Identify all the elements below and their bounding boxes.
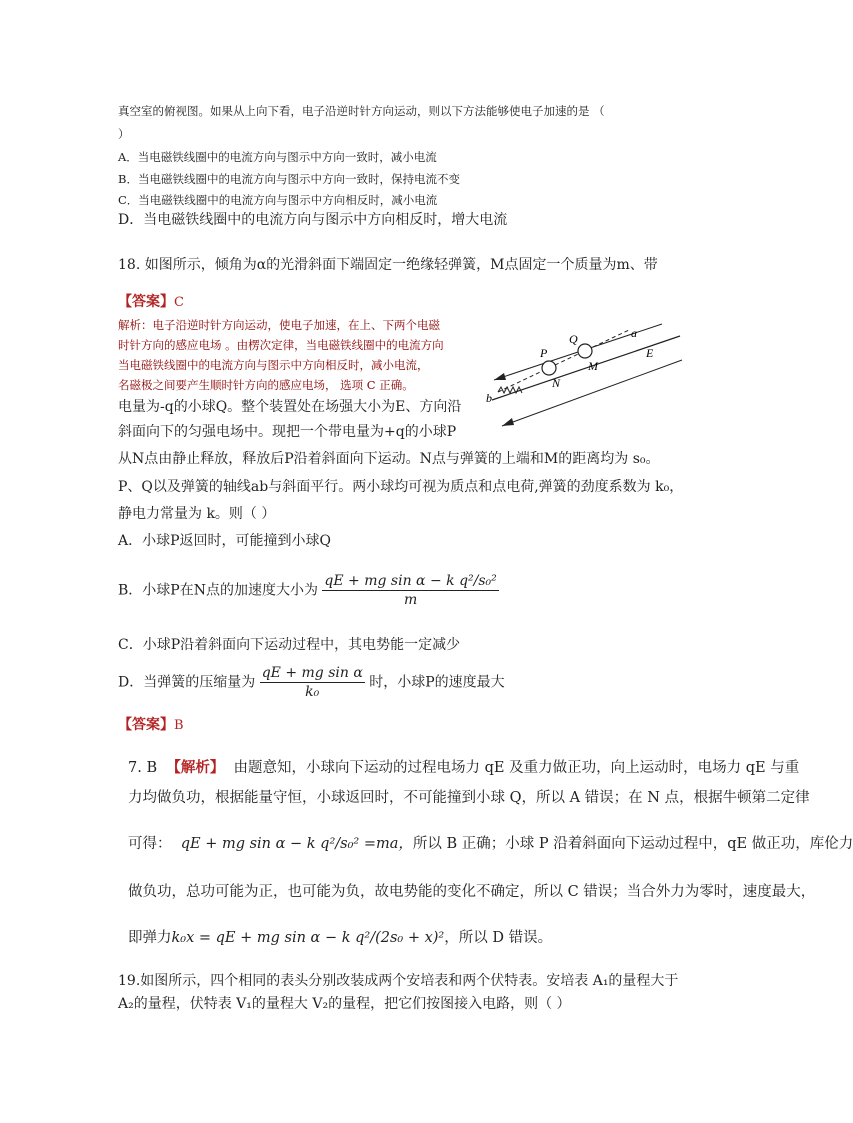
option-b-text: B．小球P在N点的加速度大小为: [118, 582, 318, 599]
solution-line: [128, 928, 552, 948]
intro-line: ）: [118, 127, 130, 141]
formula-fraction: [322, 572, 498, 609]
label-a: a: [631, 326, 637, 340]
label-b: b: [486, 391, 492, 405]
label-n: N: [552, 376, 561, 390]
option-b: [118, 572, 499, 609]
ball-p: [542, 361, 556, 375]
formula-denominator: k₀: [260, 682, 365, 701]
spring: [498, 387, 522, 393]
solution-text: 可得：: [128, 836, 172, 852]
explanation-line: 时针方向的感应电场 。由楞次定律，当电磁铁线圈中的电流方向: [118, 338, 444, 352]
solution-number: 7. B: [128, 760, 158, 776]
solution-text: 所以 B 正确；小球 P 沿着斜面向下运动过程中，qE 做正功，库伦力: [412, 836, 853, 852]
intro-line: 真空室的俯视图。如果从上向下看，电子沿逆时针方向运动，则以下方法能够使电子加速的是 （: [118, 104, 605, 118]
option-b: B．当电磁铁线圈中的电流方向与图示中方向一致时，保持电流不变: [118, 172, 460, 186]
answer-label: 【答案】: [118, 294, 174, 310]
question-18-stem: 18. 如图所示，倾角为α的光滑斜面下端固定一绝缘轻弹簧，M点固定一个质量为m、带: [118, 257, 658, 273]
option-d-text: 时，小球P的速度最大: [369, 674, 505, 691]
question-18-stem: 静电力常量为 k。则（ ）: [118, 506, 276, 522]
option-a: A．当电磁铁线圈中的电流方向与图示中方向一致时，减小电流: [118, 150, 437, 164]
formula-fraction: [260, 664, 365, 701]
option-c: C．当电磁铁线圈中的电流方向与图示中方向相反时，减小电流: [118, 193, 438, 207]
label-q: Q: [569, 332, 578, 346]
arrow-head: [494, 373, 506, 380]
option-a: A．小球P返回时，可能撞到小球Q: [118, 533, 332, 549]
ball-q: [578, 344, 592, 358]
solution-line: 做负功，总功可能为正，也可能为负，故电势能的变化不确定，所以 C 错误；当合外力为零时，速度最大，: [128, 884, 816, 900]
axis-ab: [498, 330, 629, 392]
answer-line: [118, 295, 184, 310]
explanation-line: 当电磁铁线圈中的电流方向与图示中方向相反时，减小电流，: [118, 358, 429, 372]
label-m: M: [588, 359, 598, 373]
formula-denominator: m: [322, 590, 498, 609]
explanation-line: 名磁极之间要产生顺时针方向的感应电场， 选项 C 正确。: [118, 378, 414, 392]
option-d: D．当电磁铁线圈中的电流方向与图示中方向相反时，增大电流: [118, 212, 508, 228]
solution-line: [128, 758, 799, 778]
solution-equation: qE + mg sin α − k q²/s₀² =ma，: [180, 836, 413, 852]
solution-equation: k₀x = qE + mg sin α − k q²/(2s₀ + x)²: [171, 930, 445, 946]
answer-label: 【答案】: [118, 717, 174, 733]
incline-diagram: [484, 320, 684, 430]
answer-value: B: [174, 718, 184, 733]
question-18-stem: P、Q以及弹簧的轴线ab与斜面平行。两小球均可视为质点和点电荷,弹簧的劲度系数为 k₀，: [118, 479, 684, 495]
solution-text: 由题意知，小球向下运动的过程电场力 qE 及重力做正功，向上运动时，电场力 qE 与重: [233, 760, 800, 776]
solution-text: ，所以 D 错误。: [444, 930, 553, 946]
question-18-stem: 斜面向下的匀强电场中。现把一个带电量为+q的小球P: [118, 424, 457, 440]
solution-line: 力均做负功，根据能量守恒，小球返回时，不可能撞到小球 Q，所以 A 错误；在 N 点，根据牛顿第二定律: [128, 790, 810, 806]
explanation-line: 解析：电子沿逆时针方向运动，使电子加速，在上、下两个电磁: [118, 318, 440, 332]
solution-line: [128, 834, 853, 854]
question-18-stem: 从N点由静止释放，释放后P沿着斜面向下运动。N点与弹簧的上端和M的距离均为 s₀。: [118, 451, 660, 467]
answer-line: [118, 718, 184, 733]
label-e: E: [646, 346, 654, 360]
solution-text: 即弹力: [128, 930, 172, 946]
option-d: [118, 664, 505, 701]
question-18-stem: 电量为-q的小球Q。整个装置处在场强大小为E、方向沿: [118, 399, 462, 415]
question-19-stem: A₂的量程，伏特表 V₁的量程大 V₂的量程，把它们按图接入电路，则（ ）: [118, 996, 571, 1012]
solution-tag: 【解析】: [166, 759, 225, 776]
label-p: P: [540, 346, 548, 360]
option-c: C．小球P沿着斜面向下运动过程中，其电势能一定减少: [118, 637, 461, 653]
question-19-stem: 19.如图所示，四个相同的表头分别改装成两个安培表和两个伏特表。安培表 A₁的量程大于: [118, 973, 679, 989]
arrow-head: [502, 418, 514, 426]
option-d-text: D．当弹簧的压缩量为: [118, 674, 256, 691]
formula-numerator: qE + mg sin α: [261, 665, 363, 681]
answer-value: C: [174, 295, 184, 310]
formula-numerator: qE + mg sin α − k q²/s₀²: [324, 573, 497, 589]
